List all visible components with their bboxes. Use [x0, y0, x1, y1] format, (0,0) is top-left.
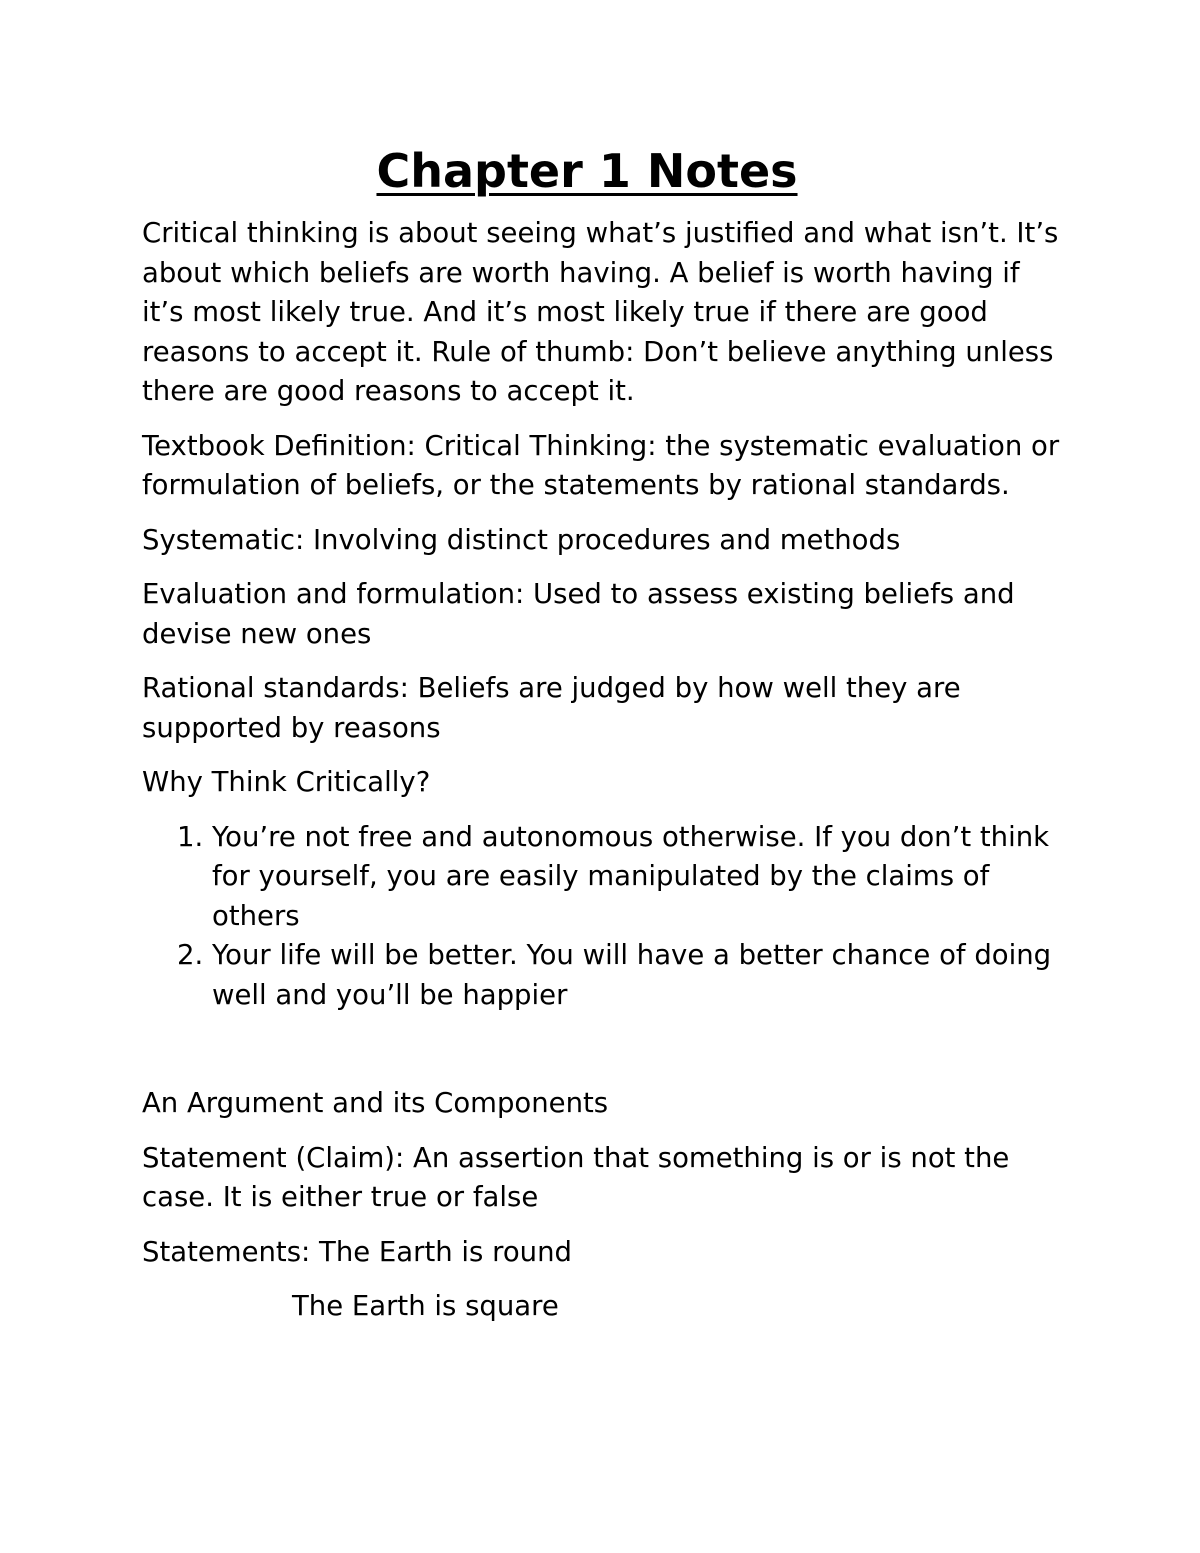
paragraph-statements-example: Statements: The Earth is round	[142, 1235, 572, 1268]
paragraph-evaluation: Evaluation and formulation: Used to assess existing beliefs and devise new ones	[142, 578, 1015, 650]
section-heading-argument: An Argument and its Components	[142, 1087, 609, 1119]
document-title: Chapter 1 Notes	[376, 144, 798, 198]
list-item: 1. You’re not free and autonomous otherwise. If you don’t think for yourself, you are easily manipulated by the claims of others	[212, 818, 1062, 937]
document-page	[142, 140, 1062, 1342]
paragraph-rational-standards: Rational standards: Beliefs are judged by how well they are supported by reasons	[142, 672, 961, 744]
paragraph-systematic: Systematic: Involving distinct procedures and methods	[142, 523, 901, 556]
list-item: 2. Your life will be better. You will have a better chance of doing well and you’ll be happier	[212, 936, 1062, 1015]
blank-line	[142, 1030, 1062, 1084]
paragraph-textbook-definition: Textbook Definition: Critical Thinking: the systematic evaluation or formulation of beliefs, or the statements by rational standards.	[142, 429, 1060, 501]
reasons-list	[142, 818, 1062, 1016]
paragraph-critical-thinking: Critical thinking is about seeing what’s justified and what isn’t. It’s about which beliefs are worth having. A belief is worth having if it’s most likely true. And it’s most likely true if there are good reasons to accept it. Rule of thumb: Don’t believe anything unless there are good reasons to accept it.	[142, 217, 1059, 407]
paragraph-statements-example-2: The Earth is square	[292, 1290, 559, 1322]
paragraph-why-think: Why Think Critically?	[142, 766, 431, 798]
paragraph-statement-definition: Statement (Claim): An assertion that something is or is not the case. It is either true or false	[142, 1141, 1010, 1213]
